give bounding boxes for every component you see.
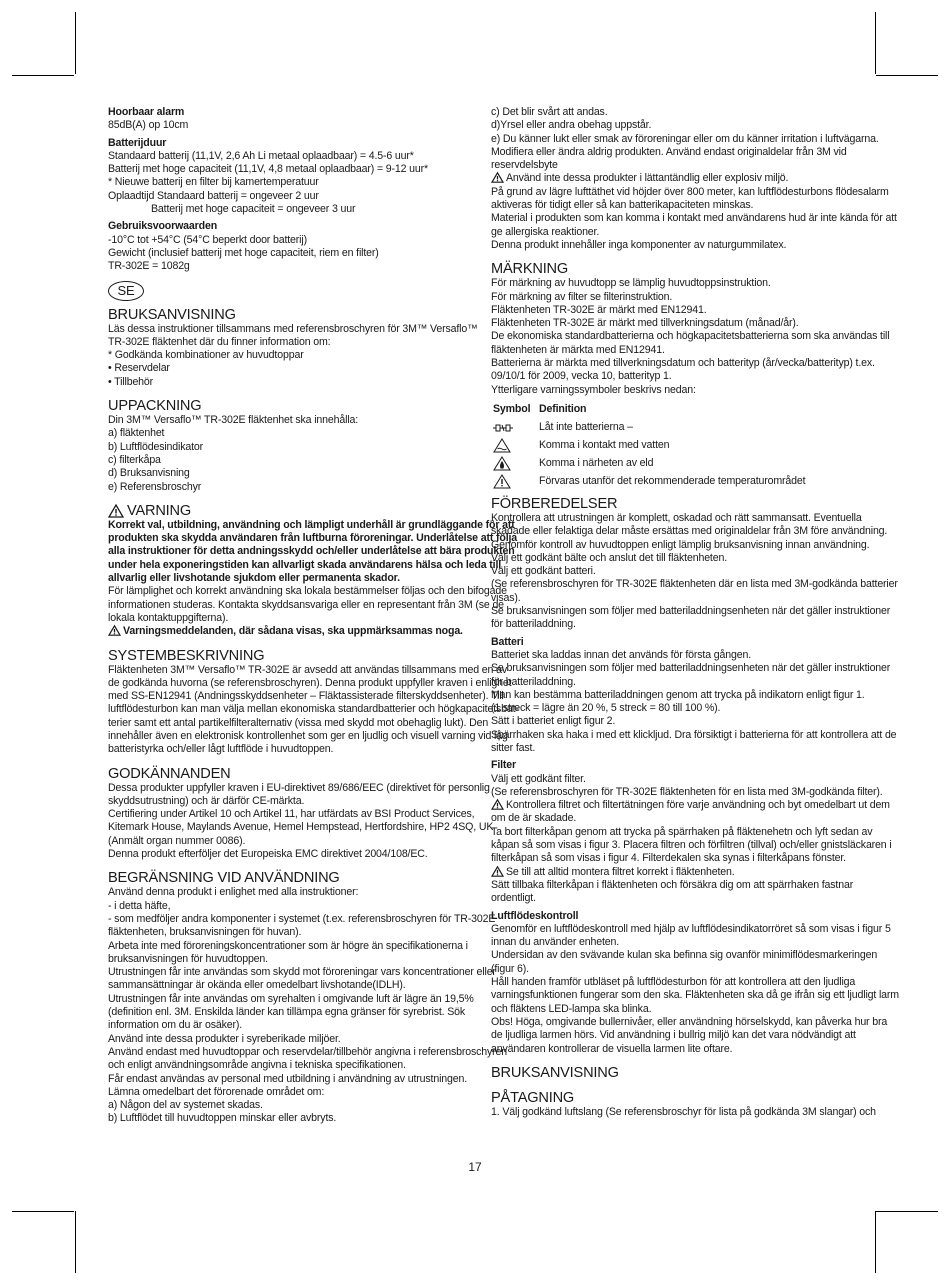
text-line: de ljudliga larmen hörs. Vid användning i bullrig miljö kan det vara nödvändigt att (491, 1029, 856, 1042)
text-line: terier samt ett antal partikelfilteralternativ (vissa med skydd mot obehaglig lukt). Den (108, 716, 489, 729)
symbol-definition: Komma i kontakt med vatten (539, 439, 670, 452)
batterij-title: Batterijduur (108, 136, 167, 149)
text-line: d) Bruksanvisning (108, 467, 190, 480)
crop-mark (12, 75, 74, 76)
text-line: produkten ska skydda användaren från luftburna föroreningar. Underlåtelse att följa (108, 532, 518, 545)
text-line: varningsfunktionen fungerar som den ska. Fläktenheten ska då ge ifrån sig ett ljudligt larm (491, 989, 899, 1002)
text-line: lokala kontaktuppgifterna). (108, 611, 229, 624)
text-line: 1. Välj godkänd luftslang (Se referensbroschyr för lista på godkända 3M slangar) och (491, 1105, 876, 1118)
text-line: e) Du känner lukt eller smak av föroreningar eller om du känner irritation i luftvägarna. (491, 132, 879, 145)
text-line: innan du använder enheten. (491, 936, 620, 949)
text-line: Lämna omedelbart det förorenade området om: (108, 1085, 325, 1098)
text-line: Genomför kontroll av huvudtoppen enligt lämplig bruksanvisning innan användning. (491, 538, 870, 551)
text-line: - i detta häfte, (108, 899, 171, 912)
text-line: sitter fast. (491, 741, 536, 754)
crop-mark (12, 1211, 74, 1212)
text-line: a) fläktenhet (108, 427, 165, 440)
crop-mark (875, 1211, 876, 1273)
text-line: Sätt tillbaka filterkåpan i fläktenheten och försäkra dig om att spärrhaken fastnar (491, 878, 854, 891)
text-line: (figur 6). (491, 962, 529, 975)
text-line: Dessa produkter uppfyller kraven i EU-direktivet 89/686/EEC (direktivet för personlig (108, 781, 490, 794)
fire-warning-icon (493, 456, 511, 471)
section-title-forberedelser: FÖRBEREDELSER (491, 495, 618, 512)
warning-icon (108, 625, 121, 636)
text-line: användaren kontrollerar de visuella larmen lite oftare. (491, 1042, 733, 1055)
text-line: Använd inte dessa produkter i syreberikade miljöer. (108, 1032, 341, 1045)
symbol-header: Symbol (493, 403, 531, 416)
text-line: Ta bort filterkåpan genom att trycka på spärrhaken på fläktenehetn och lyft sedan av (491, 825, 873, 838)
text-line: information om du är osäker). (108, 1019, 243, 1032)
text-line: Använd endast med huvudtoppar och reservdelar/tillbehör angivna i referensbroschyren (108, 1045, 508, 1058)
text-line: med SS-EN12941 (Andningsskyddsenheter – Fläktassisterade filterskyddsenheter). Till (108, 690, 504, 703)
text-line: Kitemark House, Maylands Avenue, Hemel Hempstead, Hertfordshire, HP2 4SQ, UK (108, 821, 494, 834)
text-line: de godkända huvorna (se referensbroschyren). Denna produkt uppfyller kraven i enlighet (108, 676, 512, 689)
text-line: Batterierna är märkta med tillverkningsdatum och batterityp (år/vecka/batterityp) t.ex. (491, 357, 875, 370)
text-line: För märkning av huvudtopp se lämplig huvudtoppsinstruktion. (491, 277, 771, 290)
filter-lines-2 (491, 812, 892, 865)
text-line: (definition enl. 3M. Enskilda länder kan tillämpa egna gränser för syrebrist. Sök (108, 1006, 466, 1019)
temperature-warning-icon (493, 474, 511, 489)
water-warning-icon (493, 438, 511, 453)
text-line: Läs dessa instruktioner tillsammans med referensbroschyren för 3M™ Versaflo™ (108, 322, 478, 335)
text-line: Sätt i batteriet enligt figur 2. (491, 715, 616, 728)
symbol-table-header (491, 403, 841, 417)
text-line: Fläktenheten TR-302E är märkt med EN12941. (491, 303, 707, 316)
text-line: reservdelsbyte (491, 159, 558, 172)
text-line: allvarlig eller livshotande sjukdom eller permanenta skador. (108, 572, 400, 585)
text-line: för batteriladdning. (491, 618, 576, 631)
text-line: Certifiering under Artikel 10 och Artikel 11, har utfärdats av BSI Product Services, (108, 808, 475, 821)
text-line: visas). (491, 591, 521, 604)
text-line: 09/10/1 för 2009, vecka 10, batterityp 1. (491, 370, 672, 383)
definition-header: Definition (539, 403, 587, 416)
text-line: d)Yrsel eller andra obehag uppstår. (491, 119, 652, 132)
text-line: * Godkända kombinationer av huvudtoppar (108, 349, 304, 362)
text-line: och fläktens LED-lampa ska blinka. (491, 1002, 652, 1015)
text-line: under hela exponeringstiden kan allvarligt skada användarens hälsa och leda till (108, 558, 502, 571)
text-line: Oplaadtijd Standaard batterij = ongeveer 2 uur (108, 189, 319, 202)
section-title-systembeskrivning: SYSTEMBESKRIVNING (108, 647, 265, 664)
section-title-varning: VARNING (108, 503, 458, 519)
text-line: Utrustningen får inte användas som skydd mot föroreningar vars koncentrationer eller (108, 966, 496, 979)
text-line: fläktenheten är märkta med EN12941. (491, 343, 665, 356)
section-title-begransning: BEGRÄNSNING VID ANVÄNDNING (108, 870, 340, 887)
text-line: Se bruksanvisningen som följer med batteriladdningsenheten när det gäller instruktioner (491, 662, 891, 675)
text-line: skyddsutrustning) och är därför CE-märkta. (108, 794, 305, 807)
cont-lines-1 (491, 106, 879, 172)
text-line: Denna produkt innehåller inga komponenter av naturgummilatex. (491, 238, 787, 251)
text-line: Ytterligare varningssymboler beskrivs nedan: (491, 383, 696, 396)
crop-mark (876, 1211, 938, 1212)
section-title-bruksanvisning-2: BRUKSANVISNING (491, 1064, 619, 1081)
text-line: Utrustningen får inte användas om syrehalten i omgivande luft är lägre än 19,5% (108, 992, 474, 1005)
text-line: Välj ett godkänt filter. (491, 772, 586, 785)
batteri-lines (491, 648, 897, 755)
text-line: ordentligt. (491, 892, 536, 905)
warning-icon (491, 866, 504, 877)
batterij-indent-line: Batterij met hoge capaciteit = ongeveer 3 uur (151, 203, 356, 216)
text-line: (Anmält organ nummer 0086). (108, 834, 246, 847)
text-line: kåpan så som visas i figur 3. Placera filtren och förfiltren (tillval) och/eller gnistsläckaren i (491, 839, 892, 852)
text-line: bruksanvisningen för huvudtoppen. (108, 952, 268, 965)
text-line: om de är skadade. (491, 812, 577, 825)
text-line: sammansättningar är okända eller omedelbart livshotande(IDLH). (108, 979, 406, 992)
text-line: Se bruksanvisningen som följer med batteriladdningsenheten när det gäller instruktioner (491, 605, 891, 618)
warning-icon (108, 504, 124, 518)
text-line: -10°C tot +54°C (54°C beperkt door batterij) (108, 233, 307, 246)
text-line: ge allergiska reaktioner. (491, 225, 600, 238)
text-line: e) Referensbroschyr (108, 480, 202, 493)
hoorbaar-title: Hoorbaar alarm (108, 106, 185, 118)
filter-lines-3 (491, 878, 854, 906)
varning-note: Varningsmeddelanden, där sådana visas, ska uppmärksammas noga. (108, 625, 458, 638)
text-line: c) filterkåpa (108, 453, 161, 466)
symbol-definition: Komma i närheten av eld (539, 457, 654, 470)
section-title-patagning: PÅTAGNING (491, 1089, 575, 1106)
luft-title: Luftflödeskontroll (491, 909, 579, 922)
text-line: fläktenheten, bruksanvisningen för huvan). (108, 926, 302, 939)
text-line: Håll handen framför utbläset på luftflödesturbon för att kontrollera att den ljudliga (491, 976, 856, 989)
varning-bold-lines (108, 518, 518, 585)
text-line: Välj ett godkänt batteri. (491, 565, 596, 578)
gebruik-lines (108, 234, 458, 274)
short-circuit-icon (493, 423, 513, 433)
patag-lines (491, 1105, 876, 1119)
crop-mark (876, 75, 938, 76)
right-column (491, 106, 899, 1119)
text-line: Modifiera eller ändra aldrig produkten. Använd endast originaldelar från 3M vid (491, 145, 847, 158)
symbol-row (491, 419, 841, 437)
text-line: filterkåpan så som visas i figur 4. Filterdekalen ska synas i filterkåpans fönster. (491, 852, 846, 865)
explosive-warning: Använd inte dessa produkter i lättantändlig eller explosiv miljö. (491, 172, 841, 185)
text-line: b) Luftflödesindikator (108, 440, 204, 453)
filter-warning-1: Kontrollera filtret och filtertätningen före varje användning och byt omedelbart ut dem (491, 799, 841, 812)
symbol-definition: Låt inte batterierna – (539, 421, 633, 434)
text-line: Får endast användas av personal med utbildning i användning av utrustningen. (108, 1072, 468, 1085)
text-line: Fläktenheten 3M™ Versaflo™ TR-302E är avsedd att användas tillsammans med en av (108, 663, 507, 676)
crop-mark (875, 12, 876, 74)
text-line: - som medföljer andra komponenter i systemet (t.ex. referensbroschyren för TR-302E (108, 912, 496, 925)
symbol-row (491, 455, 841, 473)
text-line: innehåller även en elektronisk kontrollenhet som ger en ljudlig och visuell varning vid låg (108, 729, 508, 742)
text-line: a) Någon del av systemet skadas. (108, 1099, 263, 1112)
text-line: Din 3M™ Versaflo™ TR-302E fläktenhet ska innehålla: (108, 414, 359, 427)
filter-title: Filter (491, 759, 516, 772)
text-line: För lämplighet och korrekt användning ska lokala bestämmelser följas och den bifogade (108, 585, 507, 598)
text-line: TR-302E = 1082g (108, 260, 190, 273)
text-line: Korrekt val, utbildning, användning och lämpligt underhåll är grundläggande för att (108, 518, 515, 531)
mark-lines (491, 277, 890, 397)
warning-icon (491, 799, 504, 810)
text-line: Genomför en luftflödeskontroll med hjälp av luftflödesindikatorröret så som visas i figur 5 (491, 922, 891, 935)
text-line: * Nieuwe batterij en filter bij kamertemperatuur (108, 176, 319, 189)
text-line: Undersidan av den svävande kulan ska befinna sig ovanför minimiflödesmarkeringen (491, 949, 878, 962)
text-line: Denna produkt efterföljer det Europeiska EMC direktivet 2004/108/EC. (108, 848, 428, 861)
text-line: TR-302E fläktenhet där du finner information om: (108, 335, 331, 348)
symbol-row (491, 473, 841, 491)
filter-warning-2: Se till att alltid montera filtret korrekt i fläktenheten. (491, 866, 841, 879)
text-line: De ekonomiska standardbatterierna och högkapacitetsbatterierna som ska användas till (491, 330, 890, 343)
text-line: För märkning av filter se filterinstruktion. (491, 290, 673, 303)
warning-icon (491, 172, 504, 183)
text-line: för batteriladdning. (491, 675, 576, 688)
section-title-markning: MÄRKNING (491, 261, 569, 278)
text-line: alla instruktioner för detta andningsskydd och/eller underlåtelse att bära produkten (108, 545, 515, 558)
symbol-row (491, 437, 841, 455)
section-title-bruksanvisning: BRUKSANVISNING (108, 306, 236, 323)
page-number: 17 (468, 1160, 482, 1174)
begr-lines (108, 886, 508, 1125)
text-line: Fläktenheten TR-302E är märkt med tillverkningsdatum (månad/år). (491, 317, 799, 330)
text-line: Man kan bestämma batteriladdningen genom att trycka på indikatorn enligt figur 1. (491, 688, 865, 701)
gebruik-title: Gebruiksvoorwaarden (108, 220, 218, 233)
text-line: Standaard batterij (11,1V, 2,6 Ah Li metaal oplaadbaar) = 4.5-6 uur* (108, 149, 414, 162)
text-line: Obs! Höga, omgivande bullernivåer, eller användning hörselskydd, kan påverka hur bra (491, 1015, 888, 1028)
text-line: Kontrollera att utrustningen är komplett, oskadad och rätt sammansatt. Eventuella (491, 511, 862, 524)
crop-mark (75, 1211, 76, 1273)
text-line: (Se referensbroschyren för TR-302E fläktenheten för en lista med 3M-godkända filter). (491, 785, 883, 798)
text-line: skadade eller felaktiga delar måste ersättas med originaldelar från 3M före användning. (491, 525, 888, 538)
cont-lines-2 (491, 185, 897, 252)
language-badge: SE (108, 281, 144, 301)
batteri-title: Batteri (491, 635, 524, 648)
text-line: (Se referensbroschyren för TR-302E fläktenheten där en lista med 3M-godkända batterier (491, 578, 898, 591)
section-title-uppackning: UPPACKNING (108, 398, 202, 415)
crop-mark (75, 12, 76, 74)
bruks-lines (108, 322, 478, 389)
text-line: Välj ett godkänt bälte och anslut det till fläktenheten. (491, 551, 728, 564)
text-line: (1 streck = lägre än 20 %, 5 streck = 80 till 100 %). (491, 702, 721, 715)
batterij-lines (108, 150, 458, 203)
text-line: och enligt användningsområde angivna i tekniska specifikationen. (108, 1059, 406, 1072)
text-line: • Reservdelar (108, 362, 170, 375)
text-line: Spärrhaken ska haka i med ett klickljud. Dra försiktigt i batterierna för att kontrollera att de (491, 728, 897, 741)
forb-lines (491, 511, 898, 632)
text-line: informationen studeras. Kontakta skyddsansvariga eller en representant från 3M (se de (108, 598, 504, 611)
text-line: • Tillbehör (108, 375, 154, 388)
text-line: Batterij met hoge capaciteit (11,1V, 4,8 metaal oplaadbaar) = 9-12 uur* (108, 163, 429, 176)
text-line: aktiveras för tidigt eller så kan batterikapaciteten minskas. (491, 199, 754, 212)
godk-lines (108, 781, 494, 862)
uppack-lines (108, 414, 458, 494)
text-line: c) Det blir svårt att andas. (491, 106, 608, 118)
text-line: Arbeta inte med föroreningskoncentrationer som är högre än specifikationerna i (108, 939, 468, 952)
symbol-table (491, 403, 841, 491)
text-line: Gewicht (inclusief batterij met hoge capaciteit, riem en filter) (108, 246, 379, 259)
text-line: luftflödesturbon kan man välja mellan ekonomiska standardbatterier och högkapacitetsbat- (108, 703, 519, 716)
text-line: batteristyrka och/eller lågt luftflöde i huvudtoppen. (108, 743, 334, 756)
text-line: b) Luftflödet till huvudtoppen minskar eller avbryts. (108, 1112, 337, 1125)
luft-lines (491, 922, 899, 1056)
filter-lines-1 (491, 772, 883, 800)
section-title-godkannanden: GODKÄNNANDEN (108, 765, 231, 782)
text-line: Använd denna produkt i enlighet med alla instruktioner: (108, 886, 359, 899)
text-line: Batteriet ska laddas innan det används för första gången. (491, 648, 752, 661)
text-line: På grund av lägre lufttäthet vid höjder över 800 meter, kan luftflödesturbons flödesalarm (491, 185, 889, 198)
hoorbaar-value: 85dB(A) op 10cm (108, 119, 189, 132)
text-line: Material i produkten som kan komma i kontakt med användarens hud är inte kända för att (491, 212, 897, 225)
symbol-definition: Förvaras utanför det rekommenderade temperaturområdet (539, 475, 806, 488)
